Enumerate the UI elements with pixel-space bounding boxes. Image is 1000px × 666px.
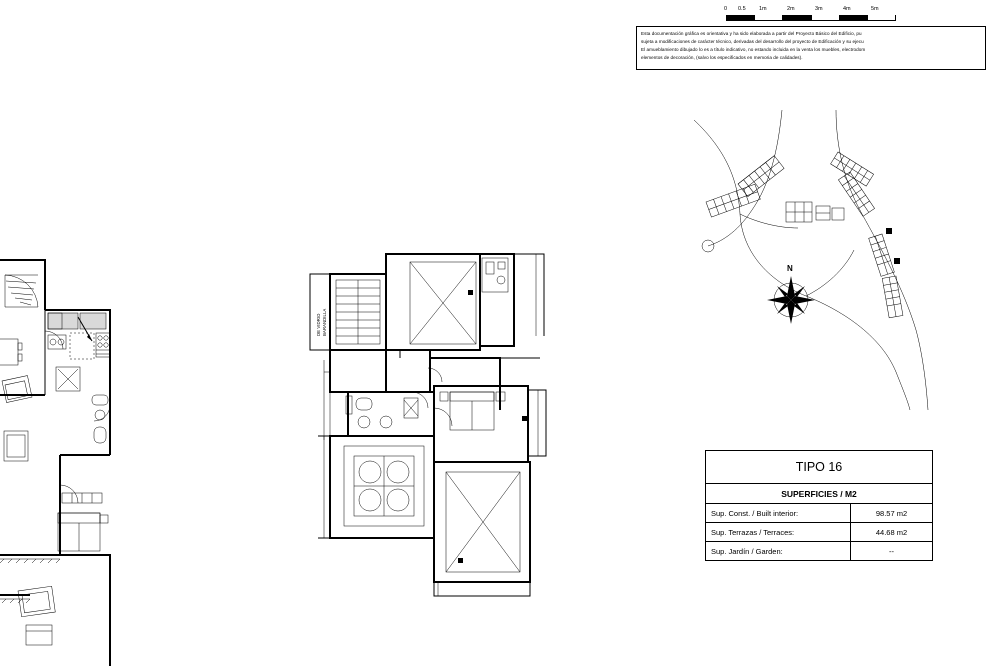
type-title: TIPO 16 <box>706 451 932 484</box>
scale-label-0: 0 <box>724 6 728 12</box>
disclaimer-line-1: Esta documentación gráfica es orientativa y ha sido elaborada a partir del Proyecto Básico del Edificio, pu <box>641 31 862 36</box>
floor-plan-upper-level <box>300 240 600 620</box>
scale-label-5: 4m <box>843 6 851 12</box>
disclaimer-line-3: El amueblamiento dibujado lo es a título indicativo, no estando incluida en la venta los muebles, electrodom <box>641 47 866 53</box>
partial-floor-plan-left <box>0 255 190 666</box>
scale-label-3: 2m <box>787 6 795 12</box>
row-label: Sup. Terrazas / Terraces: <box>706 523 851 541</box>
scale-label-4: 3m <box>815 6 823 12</box>
row-value: 98.57 m2 <box>875 508 908 518</box>
disclaimer-line-4: elementos de decoración, (salvo los especificados en memoria de calidades). <box>641 55 803 61</box>
table-row <box>706 504 932 523</box>
disclaimer-note <box>636 26 986 70</box>
graphic-scale <box>726 4 896 20</box>
table-row <box>706 542 932 560</box>
site-location-plan <box>686 110 946 410</box>
table-row <box>706 523 932 542</box>
table-header: SUPERFICIES / M2 <box>706 484 932 504</box>
note-de-vidrio: DE VIDRIO <box>316 313 321 336</box>
row-label: Sup. Const. / Built interior: <box>706 504 851 522</box>
scale-label-1: 0.5 <box>738 6 746 12</box>
scale-label-2: 1m <box>759 6 767 12</box>
scale-ticks <box>726 15 896 20</box>
row-value: -- <box>889 546 894 556</box>
disclaimer-line-2: sujeta a modificaciones de carácter técnico, derivadas del desarrollo del proyecto de Edificación y su ejecu <box>641 39 864 45</box>
scale-label-6: 5m <box>871 6 879 12</box>
surfaces-table <box>705 450 933 561</box>
compass-north-label: N <box>787 264 793 273</box>
scale-labels <box>720 4 906 14</box>
row-label: Sup. Jardín / Garden: <box>706 542 851 560</box>
note-barandilla: BARANDILLA <box>322 308 327 336</box>
row-value: 44.68 m2 <box>875 527 908 537</box>
